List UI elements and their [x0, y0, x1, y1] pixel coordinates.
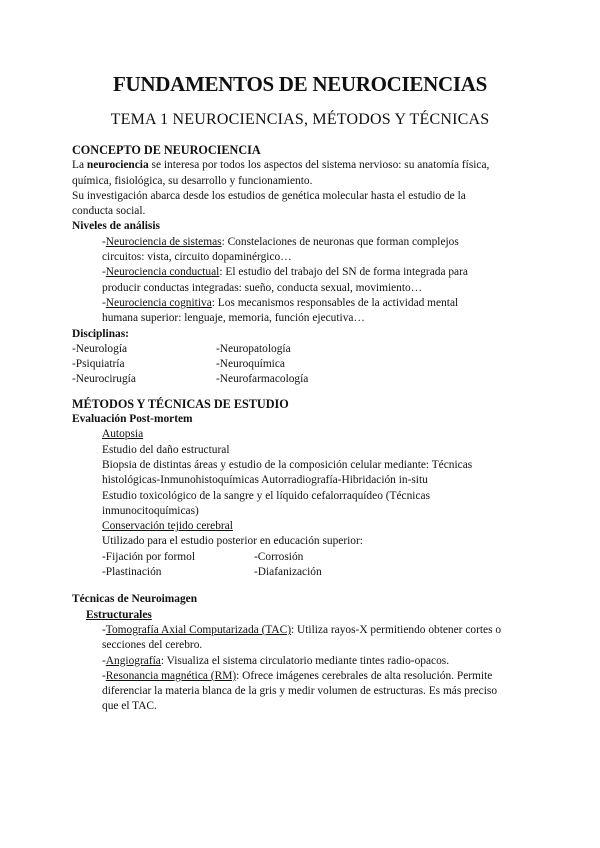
concepto-paragraph-2: Su investigación abarca desde los estudios de genética molecular hasta el estudio de la [72, 189, 466, 202]
niveles-desc-line2: humana superior: lenguaje, memoria, función ejecutiva… [102, 312, 365, 325]
neuroimagen-desc: : Visualiza el sistema circulatorio mediante tintes radio-opacos. [160, 654, 450, 667]
dash: - [102, 235, 106, 248]
concepto-term: neurociencia [86, 159, 149, 172]
niveles-desc-line2: circuitos: vista, circuito dopaminérgico… [102, 251, 292, 264]
spacer [72, 388, 532, 397]
toxico-line1: Estudio toxicológico de la sangre y el líquido cefalorraquídeo (Técnicas [102, 489, 430, 502]
niveles-item [72, 296, 532, 327]
spacer [72, 580, 532, 592]
neuroimagen-desc: : Utiliza rayos-X permitiendo obtener cortes o [291, 623, 502, 636]
estructurales-subheading: Estructurales [86, 608, 152, 621]
niveles-desc: : Constelaciones de neuronas que forman complejos [221, 235, 459, 248]
neuroimagen-desc: : Ofrece imágenes cerebrales de alta resolución. Permite [236, 669, 493, 682]
niveles-item [72, 235, 532, 266]
dash: - [102, 669, 106, 682]
concepto-heading: CONCEPTO DE NEUROCIENCIA [72, 143, 261, 157]
conservacion-item: -Diafanización [254, 566, 322, 579]
autopsia-subheading: Autopsia [102, 428, 144, 441]
neuroimagen-desc-line: diferenciar la materia blanca de la gris y medir volumen de estructuras. Es más preciso [102, 685, 498, 698]
neuroimagen-desc-line: que el TAC. [102, 700, 157, 713]
conservacion-item: -Fijación por formol [102, 550, 196, 563]
niveles-heading: Niveles de análisis [72, 220, 160, 233]
disciplinas-row [72, 342, 532, 357]
niveles-desc: : El estudio del trabajo del SN de forma integrada para [219, 266, 468, 279]
biopsia-line1: Biopsia de distintas áreas y estudio de la composición celular mediante: Técnicas [102, 458, 473, 471]
conservacion-item: -Plastinación [102, 566, 162, 579]
neuroimagen-term: Tomografía Axial Computarizada (TAC) [105, 623, 292, 636]
estudio-dano: Estudio del daño estructural [102, 443, 230, 456]
metodos-heading: MÉTODOS Y TÉCNICAS DE ESTUDIO [72, 396, 289, 411]
toxico-line2: inmunocitoquímicas) [102, 504, 199, 517]
neuroimagen-heading: Técnicas de Neuroimagen [72, 593, 198, 606]
document-title: FUNDAMENTOS DE NEUROCIENCIAS [113, 72, 487, 96]
dash: - [102, 623, 106, 636]
neuroimagen-term: Angiografía [105, 654, 161, 667]
disciplina-item: -Neurofarmacología [216, 373, 309, 386]
niveles-item [72, 265, 532, 296]
dash: - [102, 296, 106, 309]
concepto-text-a: La [72, 159, 87, 172]
concepto-paragraph-2-line2: conducta social. [72, 205, 146, 218]
postmortem-heading: Evaluación Post-mortem [72, 413, 193, 426]
neuroimagen-item [72, 623, 532, 654]
concepto-text-c: se interesa por todos los aspectos del sistema nervioso: su anatomía física, [148, 159, 490, 172]
niveles-desc-line2: producir conductas integradas: sueño, conducta sexual, movimiento… [102, 281, 423, 294]
conservacion-row [72, 550, 532, 565]
dash: - [102, 266, 106, 279]
disciplinas-row [72, 372, 532, 387]
concepto-paragraph-1 [72, 158, 532, 173]
concepto-paragraph-1-line2: química, fisiológica, su desarrollo y funcionamiento. [72, 174, 313, 187]
disciplina-item: -Neuroquímica [216, 358, 285, 371]
conservacion-subheading: Conservación tejido cerebral [102, 520, 233, 533]
disciplinas-row [72, 357, 532, 372]
neuroimagen-item [72, 654, 532, 669]
neuroimagen-term: Resonancia magnética (RM) [105, 669, 237, 682]
neuroimagen-item [72, 669, 532, 715]
dash: - [102, 654, 106, 667]
disciplina-item: -Psiquiatría [72, 358, 125, 371]
document-subtitle: TEMA 1 NEUROCIENCIAS, MÉTODOS Y TÉCNICAS [110, 111, 490, 128]
document-body [72, 143, 532, 715]
biopsia-line2: histológicas-Inmunohistoquímicas Autorradiografía-Hibridación in-situ [102, 474, 428, 487]
niveles-term: Neurociencia conductual [105, 266, 220, 279]
disciplinas-heading: Disciplinas: [72, 327, 129, 340]
niveles-term: Neurociencia de sistemas [105, 235, 222, 248]
niveles-desc: : Los mecanismos responsables de la actividad mental [211, 296, 459, 309]
disciplina-item: -Neurocirugía [72, 373, 136, 386]
conservacion-row [72, 565, 532, 580]
disciplina-item: -Neurología [72, 342, 128, 355]
conservacion-desc: Utilizado para el estudio posterior en educación superior: [102, 535, 363, 548]
niveles-term: Neurociencia cognitiva [105, 296, 212, 309]
disciplina-item: -Neuropatología [216, 342, 291, 355]
neuroimagen-desc-line: secciones del cerebro. [102, 639, 203, 652]
conservacion-item: -Corrosión [254, 550, 304, 563]
